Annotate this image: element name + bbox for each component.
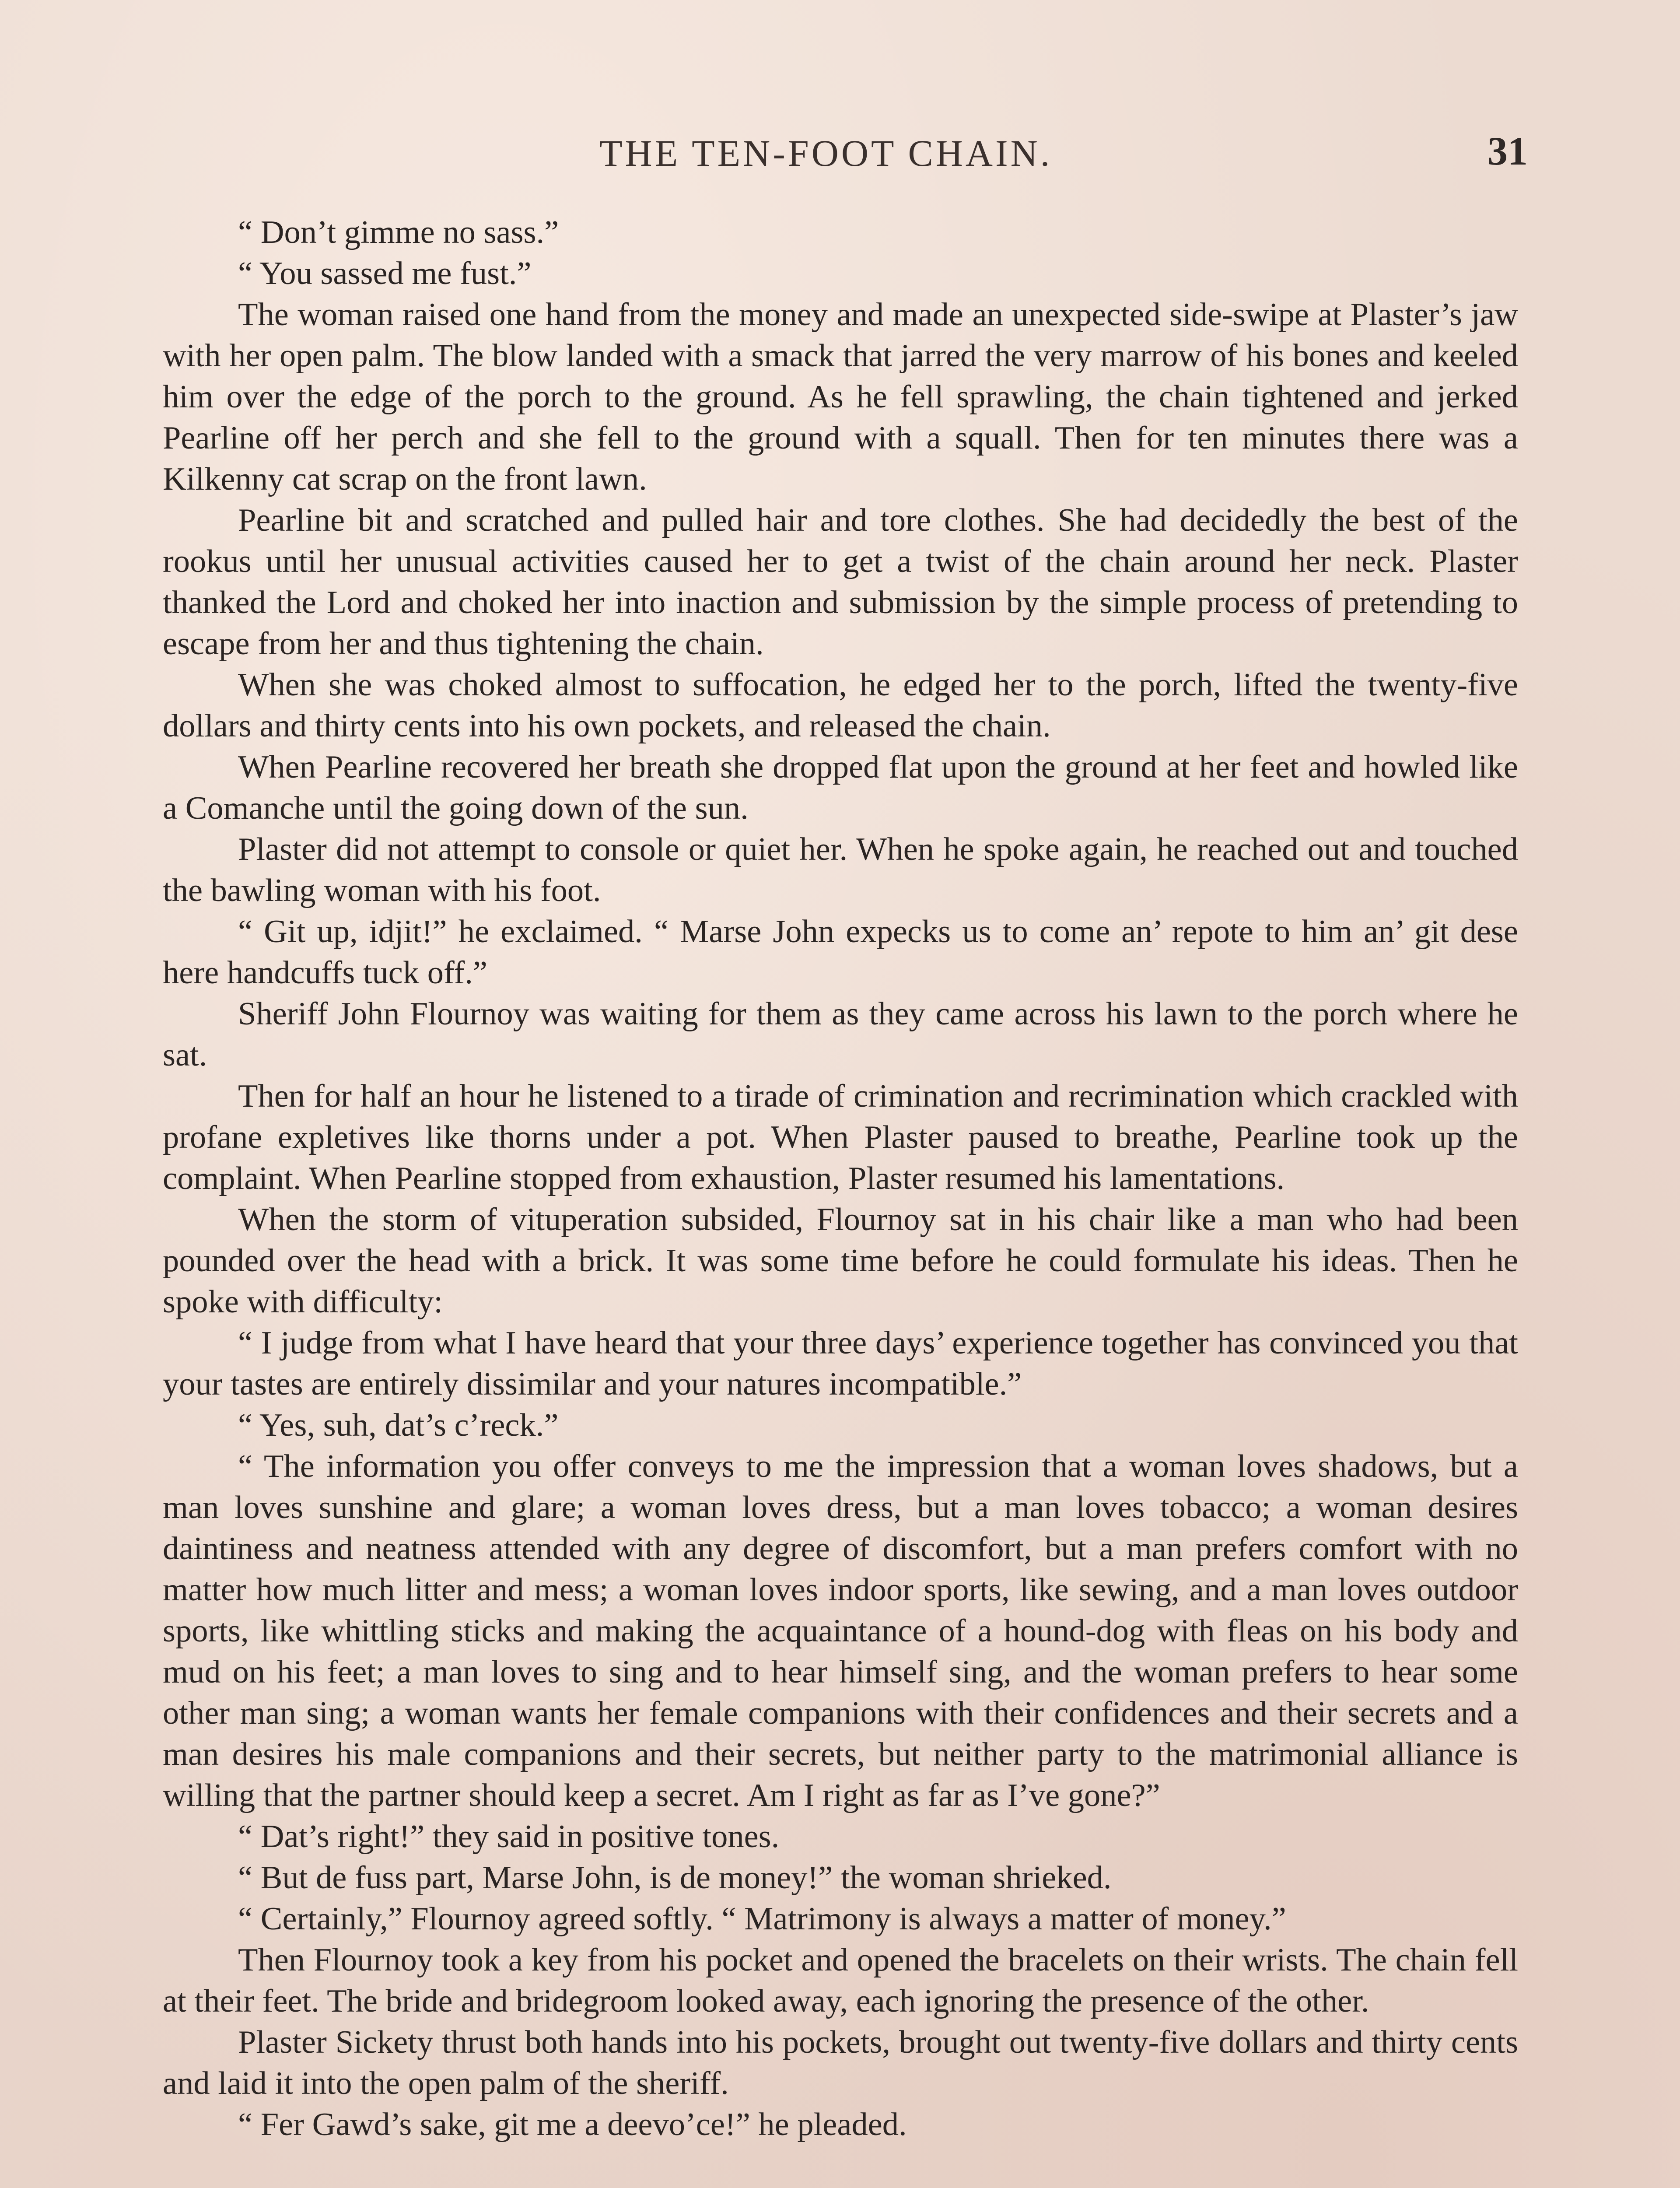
paragraph: “ Don’t gimme no sass.” [238,214,559,250]
body-text [163,212,1518,2145]
paragraph: “ Git up, idjit!” he exclaimed. “ Marse John expecks us to come an’ repote to him an’ git dese here handcuffs tuck off.” [163,914,1518,991]
page-number: 31 [1488,129,1528,173]
paragraph: When the storm of vituperation subsided, Flournoy sat in his chair like a man who had been pounded over the head with a brick. It was some time before he could formulate his ideas. Then he spoke with difficulty: [163,1202,1518,1320]
paragraph: When she was choked almost to suffocation, he edged her to the porch, lifted the twenty-five dollars and thirty cents into his own pockets, and released the chain. [163,667,1518,744]
paragraph: “ Certainly,” Flournoy agreed softly. “ Matrimony is always a matter of money.” [238,1901,1286,1937]
paragraph: “ Fer Gawd’s sake, git me a deevo’ce!” he pleaded. [238,2107,907,2142]
paragraph: “ Dat’s right!” they said in positive tones. [238,1819,780,1855]
paragraph: “ Yes, suh, dat’s c’reck.” [238,1407,559,1443]
paragraph: “ But de fuss part, Marse John, is de money!” the woman shrieked. [238,1860,1112,1896]
paragraph: Plaster did not attempt to console or quiet her. When he spoke again, he reached out and touched the bawling woman with his foot. [163,831,1518,908]
paragraph: Then for half an hour he listened to a tirade of crimination and recrimination which crackled with profane expletives like thorns under a pot. When Plaster paused to breathe, Pearline took up the complaint. When Pearline stopped from exhaustion, Plaster resumed his lamentations. [163,1078,1518,1196]
paragraph: Plaster Sickety thrust both hands into his pockets, brought out twenty-five dollars and thirty cents and laid it into the open palm of the sheriff. [163,2024,1518,2101]
paragraph: “ The information you offer conveys to me the impression that a woman loves shadows, but a man loves sunshine and glare; a woman loves dress, but a man loves tobacco; a woman desires daintiness and neatness attended with any degree of discomfort, but a man prefers comfort with no matter how much litter and mess; a woman loves indoor sports, like sewing, and a man loves outdoor sports, like whittling sticks and making the acquaintance of a hound-dog with fleas on his body and mud on his feet; a man loves to sing and to hear himself sing, and the woman prefers to hear some other man sing; a woman wants her female companions with their confidences and their secrets and a man desires his male companions and their secrets, but neither party to the matrimonial alliance is willing that the partner should keep a secret. Am I right as far as I’ve gone?” [163,1448,1518,1813]
paragraph: Sheriff John Flournoy was waiting for them as they came across his lawn to the porch where he sat. [163,996,1518,1073]
running-title: THE TEN-FOOT CHAIN. [599,132,1053,174]
paragraph: When Pearline recovered her breath she dropped flat upon the ground at her feet and howled like a Comanche until the going down of the sun. [163,749,1518,826]
paragraph: Then Flournoy took a key from his pocket and opened the bracelets on their wrists. The chain fell at their feet. The bride and bridegroom looked away, each ignoring the presence of the other. [163,1942,1518,2019]
paragraph: Pearline bit and scratched and pulled hair and tore clothes. She had decidedly the best of the rookus until her unusual activities caused her to get a twist of the chain around her neck. Plaster thanked the Lord and choked her into inaction and submission by the simple process of pretending to escape from her and thus tightening the chain. [163,502,1518,662]
paragraph: The woman raised one hand from the money and made an unexpected side-swipe at Plaster’s jaw with her open palm. The blow landed with a smack that jarred the very marrow of his bones and keeled him over the edge of the porch to the ground. As he fell sprawling, the chain tightened and jerked Pearline off her perch and she fell to the ground with a squall. Then for ten minutes there was a Kilkenny cat scrap on the front lawn. [163,297,1518,497]
paragraph: “ I judge from what I have heard that your three days’ experience together has convinced you that your tastes are entirely dissimilar and your natures incompatible.” [163,1325,1518,1402]
paragraph: “ You sassed me fust.” [238,256,532,291]
